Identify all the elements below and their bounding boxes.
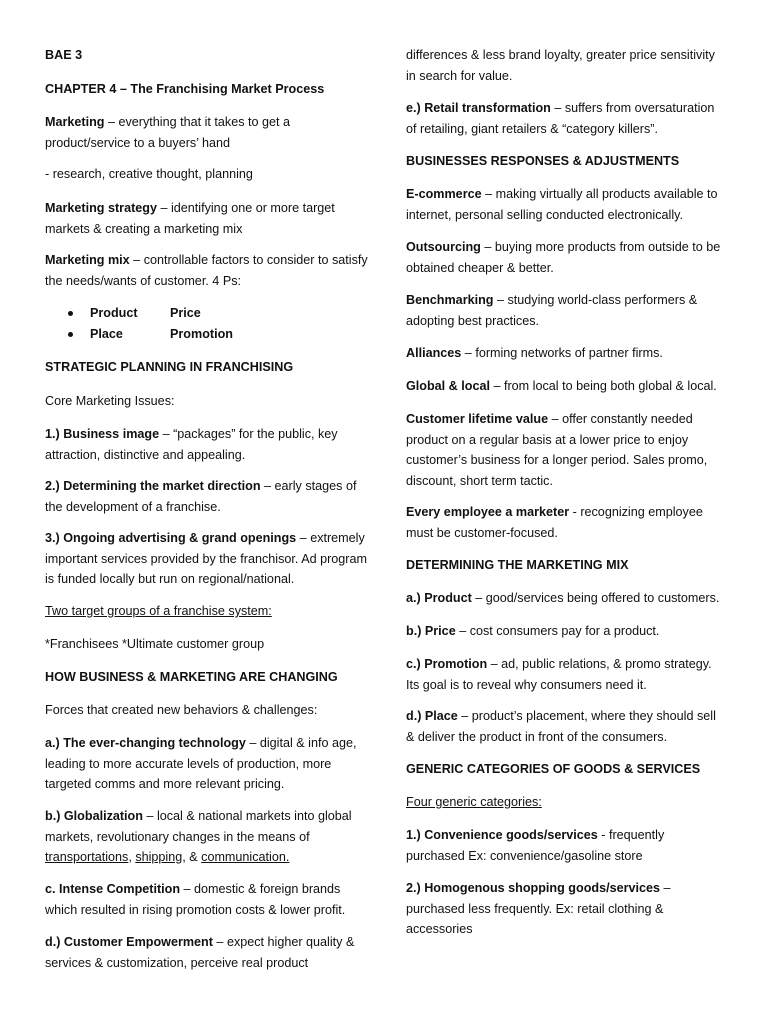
section-heading: HOW BUSINESS & MARKETING ARE CHANGING [45, 670, 338, 684]
force-label: e.) Retail transformation [406, 101, 551, 115]
mix-text: – ad, public relations, & promo strategy. Its goal is to reveal why consumers need it. [406, 657, 712, 692]
force-label: c. Intense Competition [45, 882, 181, 896]
category-text: – purchased less frequently. Ex: retail clothing & accessories [406, 881, 671, 936]
term: Global & local [406, 379, 490, 393]
term: Every employee a marketer [406, 505, 570, 519]
section-heading: STRATEGIC PLANNING IN FRANCHISING [45, 360, 294, 374]
mix-text: – cost consumers pay for a product. [455, 624, 660, 638]
force-e [406, 98, 726, 139]
underlined-term: transportations [45, 850, 129, 864]
force-b [45, 806, 370, 868]
definition: – studying world-class performers & adopting best practices. [406, 293, 698, 328]
mix-label: c.) Promotion [406, 657, 488, 671]
issue-number: 2.) Determining the market direction [45, 479, 261, 493]
four-ps-list [45, 303, 370, 345]
definition: – making virtually all products available to internet, personal selling conducted electronically. [406, 187, 718, 222]
category-label: 1.) Convenience goods/services [406, 828, 598, 842]
four-ps-item: Promotion [170, 327, 233, 341]
category-1 [406, 825, 726, 866]
definition: – buying more products from outside to be obtained cheaper & better. [406, 240, 721, 275]
definition: – offer constantly needed product on a regular basis at a lower price to enjoy customer’s business for a longer period. Sales promo, discount, short term tactic. [406, 412, 708, 488]
target-groups-label: Two target groups of a franchise system: [45, 604, 272, 618]
mix-price [406, 621, 726, 642]
issue-3 [45, 528, 370, 590]
force-text: – domestic & foreign brands which resulted in rising promotion costs & lower profit. [45, 882, 346, 917]
underlined-term: shipping [135, 850, 183, 864]
term: Customer lifetime value [406, 412, 549, 426]
four-ps-item: Price [170, 306, 201, 320]
list-item [45, 324, 370, 345]
force-text: – suffers from oversaturation of retailing, giant retailers & “category killers”. [406, 101, 715, 136]
category-text: - frequently purchased Ex: convenience/gasoline store [406, 828, 665, 863]
issue-number: 1.) Business image [45, 427, 160, 441]
issue-2 [45, 476, 370, 517]
term: Benchmarking [406, 293, 494, 307]
continuation-text: differences & less brand loyalty, greater price sensitivity in search for value. [406, 48, 715, 83]
ecommerce-definition [406, 184, 726, 225]
marketing-strategy-definition [45, 198, 370, 239]
category-2 [406, 878, 726, 940]
definition: – from local to being both global & local. [489, 379, 717, 393]
force-c [45, 879, 370, 920]
marketing-mix-definition [45, 250, 370, 291]
global-local-definition [406, 376, 726, 397]
term: Alliances [406, 346, 462, 360]
mix-promotion [406, 654, 726, 695]
mix-place [406, 706, 726, 747]
term: Marketing mix [45, 253, 130, 267]
every-employee-definition [406, 502, 726, 543]
force-text: – digital & info age, leading to more accurate levels of production, more targeted comms and more relevant pricing. [45, 736, 357, 791]
term: Marketing [45, 115, 105, 129]
category-label: 2.) Homogenous shopping goods/services [406, 881, 661, 895]
mix-product [406, 588, 726, 609]
generic-categories-label: Four generic categories: [406, 795, 542, 809]
mix-text: – product’s placement, where they should sell & deliver the product in front of the consumers. [406, 709, 716, 744]
force-text: – local & national markets into global markets, revolutionary changes in the means of [45, 809, 352, 844]
issue-text: – extremely important services provided by the franchisor. Ad program is funded locally but run on regional/national. [45, 531, 367, 586]
mix-label: a.) Product [406, 591, 472, 605]
issue-text: – “packages” for the public, key attraction, distinctive and appealing. [45, 427, 338, 462]
force-label: a.) The ever-changing technology [45, 736, 246, 750]
term: E-commerce [406, 187, 482, 201]
marketing-note: - research, creative thought, planning [45, 167, 253, 181]
force-label: b.) Globalization [45, 809, 143, 823]
marketing-definition [45, 112, 370, 153]
section-heading: BUSINESSES RESPONSES & ADJUSTMENTS [406, 154, 680, 168]
underlined-term: communication. [201, 850, 290, 864]
definition: – forming networks of partner firms. [461, 346, 663, 360]
section-heading: GENERIC CATEGORIES OF GOODS & SERVICES [406, 762, 701, 776]
issue-1 [45, 424, 370, 465]
course-code: BAE 3 [45, 48, 83, 62]
clv-definition [406, 409, 726, 491]
issue-number: 3.) Ongoing advertising & grand openings [45, 531, 297, 545]
core-issues-label: Core Marketing Issues: [45, 394, 175, 408]
definition: - recognizing employee must be customer-focused. [406, 505, 703, 540]
chapter-title: CHAPTER 4 – The Franchising Market Process [45, 82, 325, 96]
mix-label: b.) Price [406, 624, 456, 638]
issue-text: – early stages of the development of a franchise. [45, 479, 357, 514]
target-groups: *Franchisees *Ultimate customer group [45, 637, 265, 651]
four-ps-item: Place [90, 327, 123, 341]
force-text: – expect higher quality & services & customization, perceive real product [45, 935, 355, 970]
force-a [45, 733, 370, 795]
benchmarking-definition [406, 290, 726, 331]
term: Outsourcing [406, 240, 481, 254]
mix-label: d.) Place [406, 709, 458, 723]
forces-label: Forces that created new behaviors & challenges: [45, 703, 318, 717]
separator: , [128, 850, 136, 864]
term: Marketing strategy [45, 201, 157, 215]
section-heading: DETERMINING THE MARKETING MIX [406, 558, 629, 572]
separator: , & [182, 850, 202, 864]
list-item [45, 303, 370, 324]
force-label: d.) Customer Empowerment [45, 935, 213, 949]
mix-text: – good/services being offered to customers. [471, 591, 720, 605]
definition: – controllable factors to consider to satisfy the needs/wants of customer. 4 Ps: [45, 253, 368, 288]
outsourcing-definition [406, 237, 726, 278]
definition: – everything that it takes to get a product/service to a buyers’ hand [45, 115, 291, 150]
alliances-definition [406, 343, 726, 364]
bullet-icon [68, 311, 73, 316]
bullet-icon [68, 332, 73, 337]
force-d [45, 932, 370, 973]
four-ps-item: Product [90, 306, 138, 320]
definition: – identifying one or more target markets & creating a marketing mix [45, 201, 335, 236]
